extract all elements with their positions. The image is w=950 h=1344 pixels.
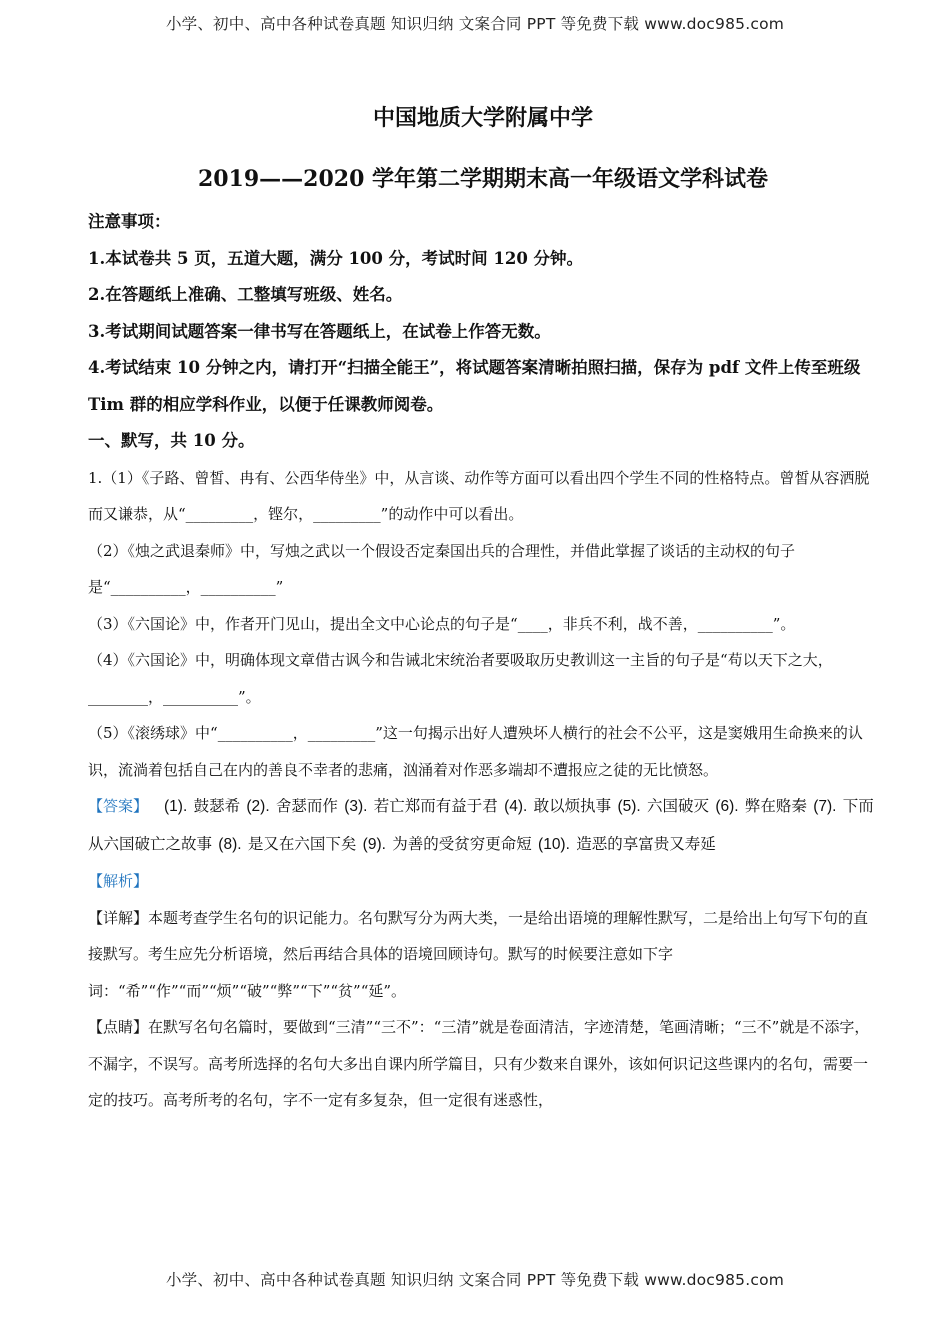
question-part: （5）《滚绣球》中“__________，_________”这一句揭示出好人遭殃坏人横行的社会不公平，这是窦娥用生命换来的认识，流淌着包括自己在内的善良不幸者的悲痛，汹涌着对作恶多端却不遭报应之徒的无比愤怒。 — [88, 724, 863, 779]
notice-item: 4.考试结束 10 分钟之内，请打开“扫描全能王”，将试题答案清晰拍照扫描，保存为 pdf 文件上传至班级 Tim 群的相应学科作业，以便于任课教师阅卷。 — [88, 358, 861, 414]
notice-item: 1.本试卷共 5 页，五道大题，满分 100 分，考试时间 120 分钟。 — [88, 248, 584, 268]
exam-title: 2019——2020 学年第二学期期末高一年级语文学科试卷 — [197, 166, 769, 192]
question-part: （4）《六国论》中，明确体现文章借古讽今和告诫北宋统治者要吸取历史教训这一主旨的句子是“苟以天下之大，________，__________”。 — [88, 651, 833, 706]
tip-paragraph: 【点睛】在默写名句名篇时，要做到“三清”“三不”：“三清”就是卷面清洁，字迹清楚，笔画清晰；“三不”就是不添字，不漏字，不误写。高考所选择的名句大多出自课内所学篇目，只有少数来自课外，该如何识记这些课内的名句，需要一定的技巧。高考所考的名句，字不一定有多复杂，但一定很有迷惑性， — [88, 1018, 870, 1109]
answer-label: 【答案】 — [88, 797, 149, 815]
question-part: （3）《六国论》中，作者开门见山，提出全文中心论点的句子是“____，非兵不利，战不善，__________”。 — [88, 614, 796, 633]
page-footer: 小学、初中、高中各种试卷真题 知识归纳 文案合同 PPT 等免费下载 www.doc985.com — [165, 1271, 785, 1289]
section-heading: 一、默写，共 10 分。 — [88, 431, 255, 450]
question-part: （2）《烛之武退秦师》中，写烛之武以一个假设否定秦国出兵的合理性，并借此掌握了谈话的主动权的句子是“__________，__________” — [88, 541, 796, 596]
detail-paragraph: 【详解】本题考查学生名句的识记能力。名句默写分为两大类，一是给出语境的理解性默写，二是给出上句写下句的直接默写。考生应先分析语境，然后再结合具体的语境回顾诗句。默写的时候要注意如下字词：“希”“作”“而”“烦”“破”“弊”“下”“贫”“延”。 — [88, 908, 869, 1000]
notice-heading: 注意事项： — [88, 212, 171, 231]
answer-text: (1). 鼓瑟希 (2). 舍瑟而作 (3). 若亡郑而有益于君 (4). 敢以烦执事 (5). 六国破灭 (6). 弊在赂秦 (7). 下而从六国破亡之故事 (8). 是又在六国下矣 (9). 为善的受贫穷更命短 (10). 造恶的享富贵又寿延 — [88, 798, 874, 853]
school-title: 中国地质大学附属中学 — [372, 105, 593, 131]
answer-paragraph — [88, 788, 878, 863]
page-header: 小学、初中、高中各种试卷真题 知识归纳 文案合同 PPT 等免费下载 www.doc985.com — [165, 15, 785, 33]
analysis-label: 【解析】 — [88, 872, 149, 890]
notice-item: 3.考试期间试题答案一律书写在答题纸上，在试卷上作答无数。 — [88, 321, 551, 341]
question-part: 1.（1）《子路、曾皙、冉有、公西华侍坐》中，从言谈、动作等方面可以看出四个学生不同的性格特点。曾皙从容洒脱而又谦恭，从“_________，铿尔，_________”的动作中可以看出。 — [88, 468, 870, 523]
document-body — [88, 96, 878, 1119]
notice-item: 2.在答题纸上准确、工整填写班级、姓名。 — [88, 285, 403, 304]
